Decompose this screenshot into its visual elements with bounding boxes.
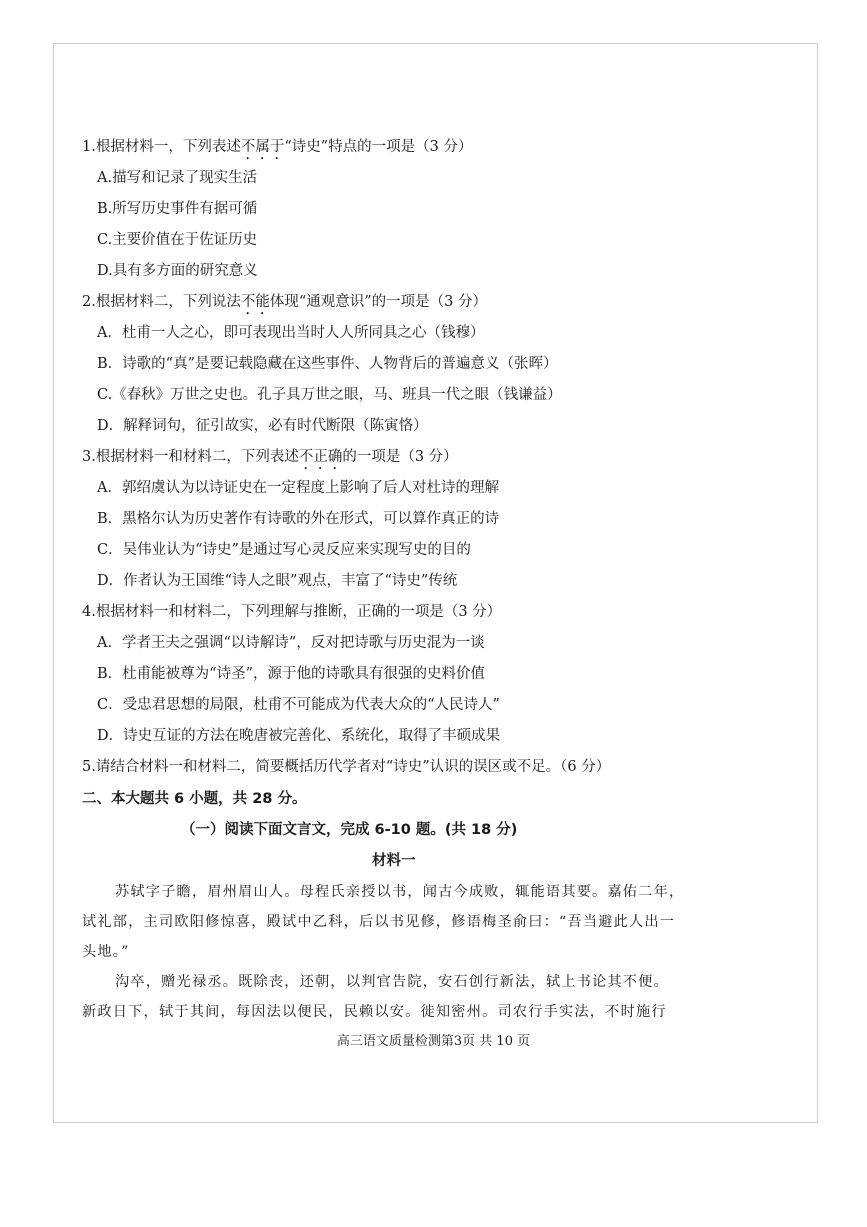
question-2-option-b: B．诗歌的“真”是要记载隐藏在这些事件、人物背后的普遍意义（张晖） xyxy=(97,356,558,372)
passage-line-4: 沟卒，赠光禄丞。既除丧，还朝，以判官告院，安石创行新法，轼上书论其不便。 xyxy=(115,974,669,990)
question-3-stem-text: 3.根据材料一和材料二，下列表述 xyxy=(82,449,299,465)
passage-line-5: 新政日下，轼于其间，每因法以便民，民赖以安。徙知密州。司农行手实法，不时施行 xyxy=(82,1004,667,1020)
passage-line-3: 头地。” xyxy=(82,944,130,960)
question-2-option-c: C.《春秋》万世之史也。孔子具万世之眼，马、班具一代之眼（钱谦益） xyxy=(97,387,562,403)
passage-line-1: 苏轼字子瞻，眉州眉山人。母程氏亲授以书，闻古今成败，辄能语其要。嘉佑二年， xyxy=(115,884,685,900)
question-3-stem-tail: 的一项是（3 分） xyxy=(342,449,458,465)
material-title: 材料一 xyxy=(372,853,416,869)
question-4-option-a: A．学者王夫之强调“以诗解诗”，反对把诗歌与历史混为一谈 xyxy=(97,635,485,651)
question-3-option-a: A．郭绍虞认为以诗证史在一定程度上影响了后人对杜诗的理解 xyxy=(97,480,499,496)
passage-line-2: 试礼部，主司欧阳修惊喜，殿试中乙科，后以书见修，修语梅圣俞曰：“吾当避此人出一 xyxy=(82,914,676,930)
question-2-emphasis: 不能 xyxy=(240,294,270,310)
question-1-option-c: C.主要价值在于佐证历史 xyxy=(97,232,258,248)
question-1-option-d: D.具有多方面的研究意义 xyxy=(97,263,258,279)
question-1-stem-tail: “诗史”特点的一项是（3 分） xyxy=(284,139,473,155)
question-4-option-d: D．诗史互证的方法在晚唐被完善化、系统化，取得了丰硕成果 xyxy=(97,728,501,744)
question-3-option-b: B．黑格尔认为历史著作有诗歌的外在形式，可以算作真正的诗 xyxy=(97,511,500,527)
question-1-stem-text: 1.根据材料一，下列表述 xyxy=(82,139,241,155)
question-5-stem: 5.请结合材料一和材料二，简要概括历代学者对“诗史”认识的误区或不足。（6 分） xyxy=(82,759,611,775)
question-3-option-d: D．作者认为王国维“诗人之眼”观点，丰富了“诗史”传统 xyxy=(97,573,458,589)
question-2-stem xyxy=(82,292,487,318)
question-1-emphasis: 不属于 xyxy=(240,139,285,155)
question-3-option-c: C．吴伟业认为“诗史”是通过写心灵反应来实现写史的目的 xyxy=(97,542,471,558)
question-3-emphasis: 不正确 xyxy=(298,449,343,465)
question-1-option-b: B.所写历史事件有据可循 xyxy=(97,201,258,217)
question-2-option-d: D．解释词句，征引故实，必有时代断限（陈寅恪） xyxy=(97,418,428,434)
question-2-stem-tail: 体现“通观意识”的一项是（3 分） xyxy=(269,294,488,310)
question-2-option-a: A．杜甫一人之心，即可表现出当时人人所同具之心（钱穆） xyxy=(97,325,485,341)
section-2-subheading: （一）阅读下面文言文，完成 6-10 题。(共 18 分) xyxy=(181,822,518,838)
question-1-stem xyxy=(82,137,473,163)
question-4-option-b: B．杜甫能被尊为“诗圣”，源于他的诗歌具有很强的史料价值 xyxy=(97,666,485,682)
section-2-heading: 二、本大题共 6 小题，共 28 分。 xyxy=(82,791,307,807)
page-footer: 高三语文质量检测第3页 共 10 页 xyxy=(336,1034,531,1049)
question-1-option-a: A.描写和记录了现实生活 xyxy=(97,170,258,186)
question-4-stem: 4.根据材料一和材料二，下列理解与推断，正确的一项是（3 分） xyxy=(82,604,502,620)
question-2-stem-text: 2.根据材料二，下列说法 xyxy=(82,294,241,310)
question-3-stem xyxy=(82,447,458,473)
question-4-option-c: C．受忠君思想的局限，杜甫不可能成为代表大众的“人民诗人” xyxy=(97,697,500,713)
